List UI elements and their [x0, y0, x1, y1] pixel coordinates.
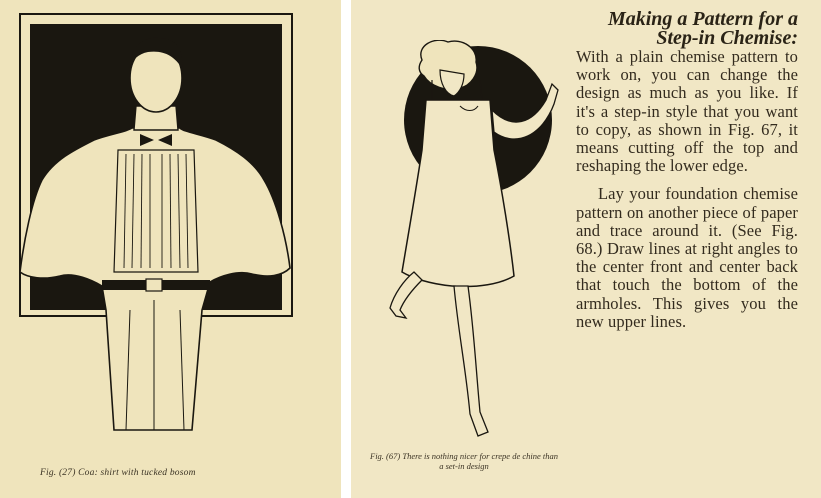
section-heading: Making a Pattern for a Step-in Chemise:	[607, 8, 798, 49]
figure-67-caption: Fig. (67) There is nothing nicer for crepe de chine than a set-in design	[370, 451, 558, 471]
paragraph-2: Lay your foundation chemise pattern on another piece of paper and trace around it. (See Fig. 68.) Draw lines at right angles to the center front and center back that touch the bottom of the armholes. This gives you the new upper lines.	[576, 184, 798, 331]
chemise-illustration	[382, 40, 572, 450]
standing-leg	[454, 286, 488, 436]
article-text	[576, 10, 798, 331]
figure-27-caption: Fig. (27) Coa: shirt with tucked bosom	[40, 468, 196, 478]
left-page	[0, 0, 341, 498]
shirt-illustration	[14, 10, 298, 440]
page-gutter	[341, 0, 351, 498]
paragraph-1: With a plain chemise pattern to work on, you can change the design as much as you like. If it's a step-in style that you want to copy, as shown in Fig. 67, it means cutting off the top and reshaping the lower edge.	[576, 47, 798, 176]
raised-leg	[390, 272, 422, 318]
